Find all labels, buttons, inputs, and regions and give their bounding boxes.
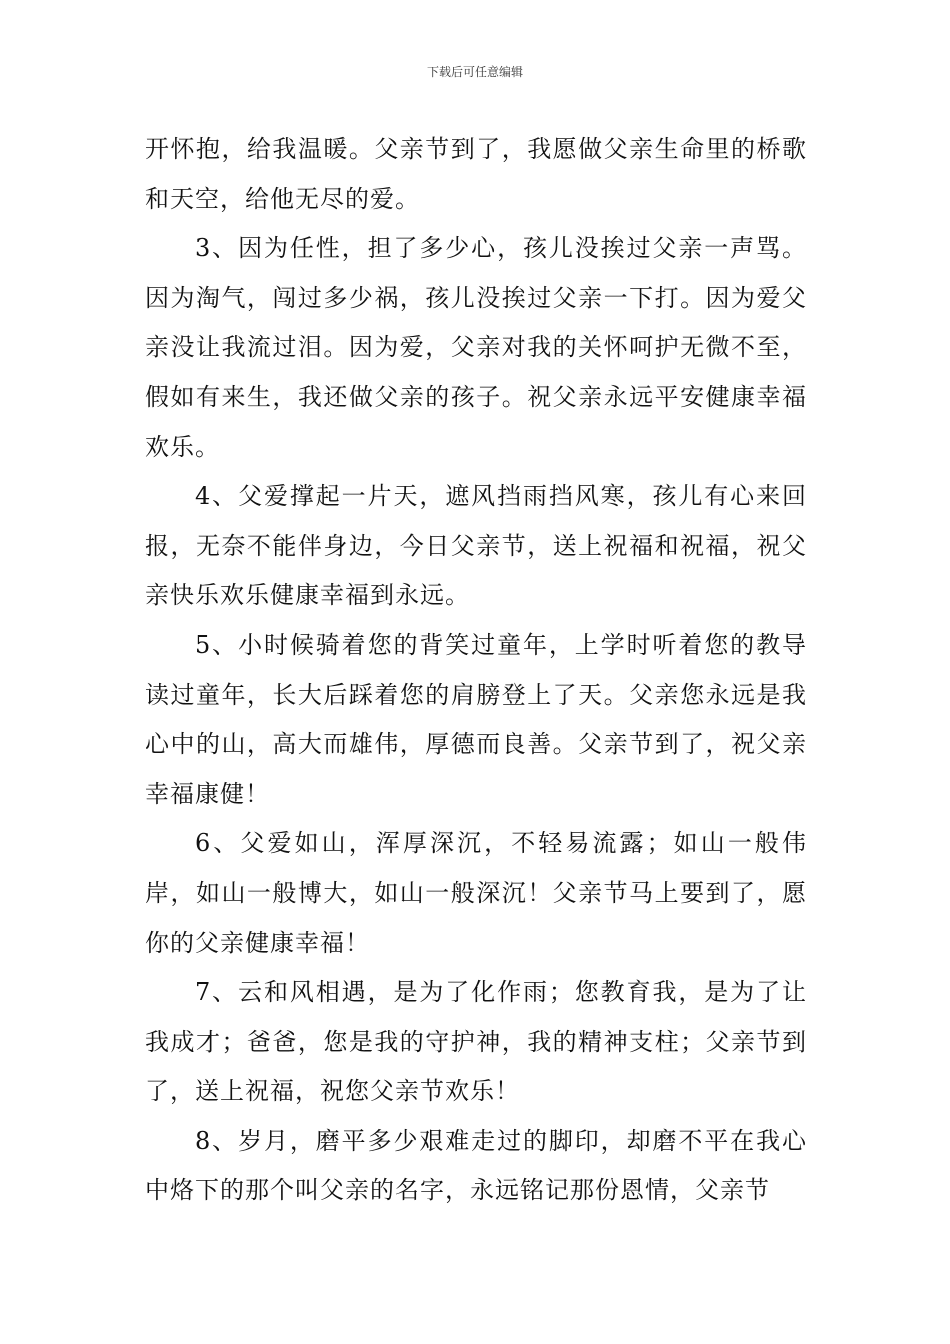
paragraph: 8、岁月，磨平多少艰难走过的脚印，却磨不平在我心中烙下的那个叫父亲的名字，永远铭记那份恩情，父亲节 <box>145 1126 807 1205</box>
paragraph: 5、小时候骑着您的背笑过童年，上学时听着您的教导读过童年，长大后踩着您的肩膀登上了天。父亲您永远是我心中的山，高大而雄伟，厚德而良善。父亲节到了，祝父亲幸福康健！ <box>145 630 807 808</box>
document-body <box>145 125 807 1216</box>
page-header: 下载后可任意编辑 <box>426 65 523 79</box>
paragraph: 3、因为任性，担了多少心，孩儿没挨过父亲一声骂。因为淘气，闯过多少祸，孩儿没挨过父亲一下打。因为爱父亲没让我流过泪。因为爱，父亲对我的关怀呵护无微不至，假如有来生，我还做父亲的孩子。祝父亲永远平安健康幸福欢乐。 <box>145 234 807 461</box>
paragraph: 7、云和风相遇，是为了化作雨；您教育我，是为了让我成才；爸爸，您是我的守护神，我的精神支柱；父亲节到了，送上祝福，祝您父亲节欢乐！ <box>145 978 807 1106</box>
paragraph: 4、父爱撑起一片天，遮风挡雨挡风寒，孩儿有心来回报，无奈不能伴身边，今日父亲节，送上祝福和祝福，祝父亲快乐欢乐健康幸福到永远。 <box>145 482 807 610</box>
paragraph: 开怀抱，给我温暖。父亲节到了，我愿做父亲生命里的桥歌和天空，给他无尽的爱。 <box>145 135 807 213</box>
paragraph: 6、父爱如山，浑厚深沉，不轻易流露；如山一般伟岸，如山一般博大，如山一般深沉！父亲节马上要到了，愿你的父亲健康幸福！ <box>145 829 807 957</box>
